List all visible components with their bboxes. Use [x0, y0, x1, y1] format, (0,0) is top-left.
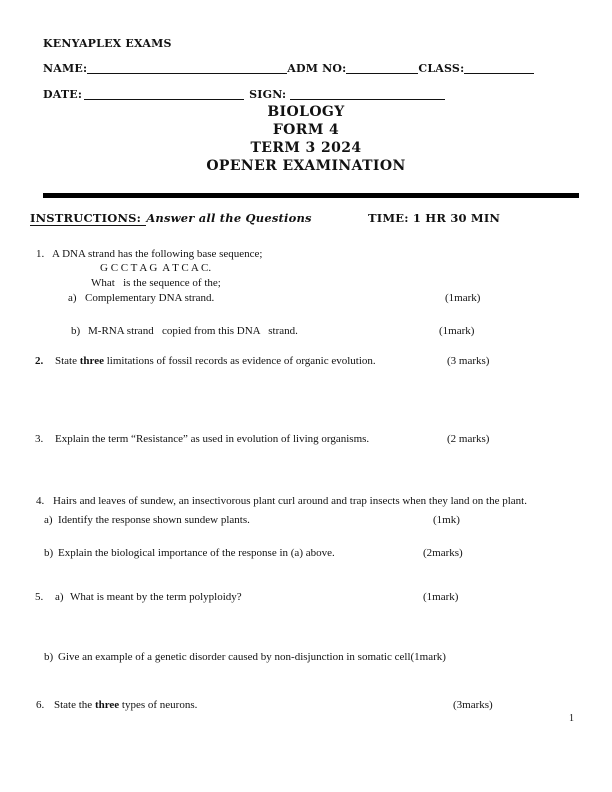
question-2-number: 2.: [35, 355, 44, 367]
question-2-text-pre: State: [55, 355, 80, 367]
question-5b-label: b): [44, 651, 54, 663]
question-6-number: 6.: [36, 699, 45, 711]
sign-label: SIGN:: [249, 88, 287, 101]
time-limit: TIME: 1 HR 30 MIN: [368, 211, 501, 225]
question-3-number: 3.: [35, 433, 44, 445]
question-4a-text: Identify the response shown sundew plants.: [58, 514, 250, 526]
question-4b-text: Explain the biological importance of the response in (a) above.: [58, 547, 335, 559]
header-rule: [43, 193, 579, 198]
exam-title-term: TERM 3 2024: [250, 140, 362, 156]
question-5a-marks: (1mark): [423, 591, 459, 603]
question-5b-text: Give an example of a genetic disorder caused by non-disjunction in somatic cell(1mark): [58, 651, 446, 663]
question-5-number: 5.: [35, 591, 44, 603]
question-4a-marks: (1mk): [433, 514, 460, 526]
question-1a-marks: (1mark): [445, 292, 481, 304]
question-5a-label: a): [55, 591, 64, 603]
question-4-stem: Hairs and leaves of sundew, an insectivorous plant curl around and trap insects when they land on the plant.: [53, 495, 527, 507]
date-label: DATE:: [43, 88, 83, 101]
question-1-stem: A DNA strand has the following base sequence;: [52, 248, 263, 260]
name-adm-class-row: [43, 62, 534, 76]
exam-title-form: FORM 4: [272, 122, 340, 138]
question-2-text-bold: three: [79, 355, 104, 367]
question-1a-text: Complementary DNA strand.: [85, 292, 215, 304]
question-2-text: [55, 355, 376, 368]
question-4-number: 4.: [36, 495, 45, 507]
question-1-number: 1.: [36, 248, 45, 260]
sign-blank: [290, 99, 445, 100]
question-6-text-post: types of neurons.: [119, 699, 198, 711]
question-1-prompt: What is the sequence of the;: [91, 277, 221, 289]
question-2-text-post: limitations of fossil records as evidence of organic evolution.: [103, 355, 376, 367]
question-1-sequence: G C C T A G A T C A C.: [100, 262, 212, 274]
adm-blank: [346, 73, 418, 74]
name-label: NAME:: [43, 62, 88, 75]
question-6-text: [54, 699, 197, 712]
instructions-text: Answer all the Questions: [146, 211, 312, 225]
question-6-marks: (3marks): [453, 699, 493, 711]
question-1b-marks: (1mark): [439, 325, 475, 337]
org-name: KENYAPLEX EXAMS: [43, 37, 172, 50]
date-sign-row: [43, 88, 445, 102]
question-3-marks: (2 marks): [447, 433, 490, 445]
date-blank: [84, 99, 244, 100]
question-1b-text: M-RNA strand copied from this DNA strand.: [88, 325, 298, 337]
instructions-row: [30, 212, 312, 226]
question-1a-label: a): [68, 292, 77, 304]
class-label: CLASS:: [418, 62, 465, 75]
exam-title-subject: BIOLOGY: [267, 104, 345, 120]
name-blank: [87, 73, 287, 74]
question-1b-label: b): [71, 325, 81, 337]
question-2-marks: (3 marks): [447, 355, 490, 367]
question-4b-label: b): [44, 547, 54, 559]
question-3-text: Explain the term “Resistance” as used in evolution of living organisms.: [55, 433, 370, 445]
adm-label: ADM NO:: [287, 62, 347, 75]
question-4a-label: a): [44, 514, 53, 526]
exam-title-type: OPENER EXAMINATION: [206, 158, 406, 174]
page-number: 1: [569, 713, 574, 724]
question-6-text-bold: three: [94, 699, 120, 711]
exam-title-block: [0, 103, 612, 175]
instructions-label: INSTRUCTIONS:: [30, 211, 146, 225]
class-blank: [464, 73, 534, 74]
question-6-text-pre: State the: [54, 699, 95, 711]
question-5a-text: What is meant by the term polyploidy?: [70, 591, 242, 603]
question-4b-marks: (2marks): [423, 547, 463, 559]
